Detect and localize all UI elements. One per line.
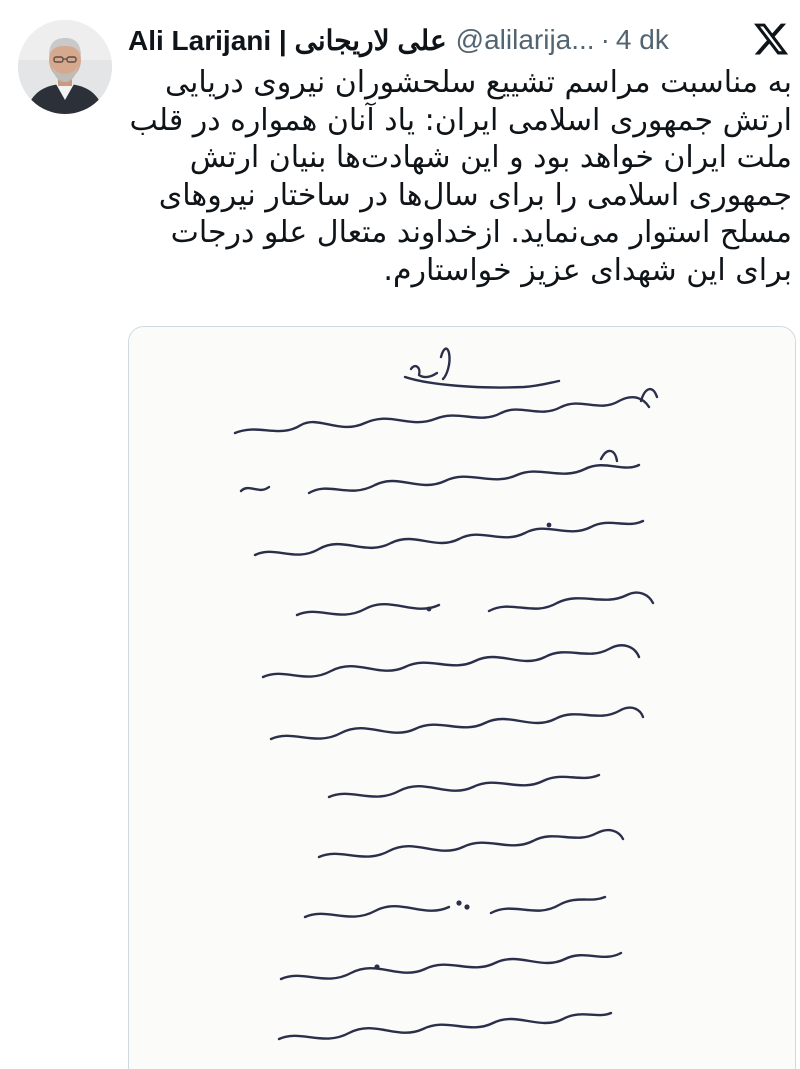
tweet-timestamp[interactable]: 4 dk <box>615 24 669 55</box>
display-name[interactable]: Ali Larijani | علی لاریجانی <box>128 24 447 56</box>
x-logo-icon[interactable] <box>752 20 790 58</box>
handwritten-note-icon <box>129 327 795 1069</box>
tweet-media-image[interactable] <box>128 326 796 1069</box>
separator-dot: · <box>600 24 610 55</box>
profile-avatar[interactable] <box>18 20 112 114</box>
user-handle[interactable]: @alilarija... <box>455 24 595 55</box>
tweet-header <box>128 18 784 62</box>
avatar-portrait-icon <box>18 20 112 114</box>
tweet-text: به مناسبت مراسم تشییع سلحشوران نیروی دریایی ارتش جمهوری اسلامی ایران: یاد آنان همواره در قلب ملت ایران خواهد بود و این شهادت‌ها بنیان ارتش جمهوری اسلامی را برای سال‌ها در ساختار نیروهای مسلح استوار می‌نماید. ازخداوند متعال علو درجات برای این شهدای عزیز خواستارم. <box>129 65 792 288</box>
